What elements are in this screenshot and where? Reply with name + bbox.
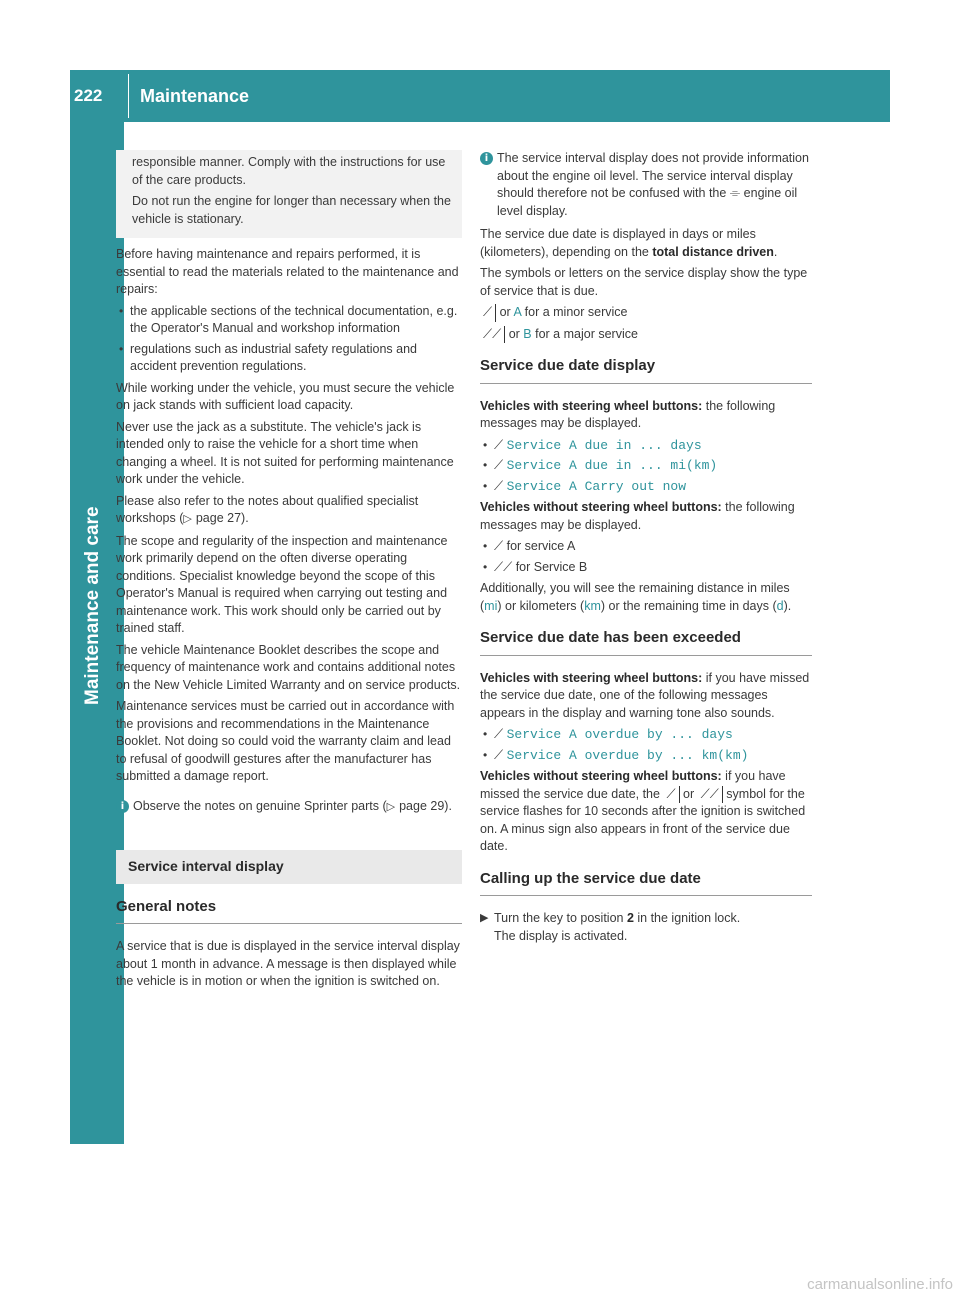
text: or xyxy=(679,786,698,801)
text: if you have missed the service due date, one of the following messages appears in the display and warning tone also sounds. xyxy=(480,670,810,720)
page-ref-arrow-icon: ▷ xyxy=(183,513,192,525)
list-item xyxy=(480,457,812,475)
text: The service interval display does not provide information about the engine oil level. The service interval display should therefore not be confused with the xyxy=(497,151,809,200)
text: Additionally, you will see the remaining distance in miles ( xyxy=(480,581,790,613)
page-title: Maintenance xyxy=(140,86,250,106)
wrench-icon: ⟋ xyxy=(494,458,504,473)
wrench-icon: ⟋ xyxy=(494,747,504,763)
list-item: • regulations such as industrial safety regulations and accident prevention regulations. xyxy=(116,341,462,376)
minor-service-line xyxy=(480,304,812,322)
page-ref-link[interactable]: page 29 xyxy=(399,798,445,813)
wrench-icon: ⟋ xyxy=(494,539,504,554)
exceeded-messages-list xyxy=(480,726,812,764)
double-wrench-icon: ⟋⟋ xyxy=(480,326,505,344)
list-item xyxy=(480,478,812,496)
paragraph-sw-buttons xyxy=(480,398,812,433)
text: for Service B xyxy=(515,559,588,574)
text: ). xyxy=(241,511,249,525)
divider xyxy=(480,895,812,896)
text: the following messages may be displayed. xyxy=(480,398,776,430)
list-item xyxy=(480,538,812,556)
wrench-icon: ⟋ xyxy=(480,304,496,322)
paragraph-nosw-buttons xyxy=(480,499,812,534)
text: for service A xyxy=(506,539,576,553)
text: ). xyxy=(783,598,792,613)
wrench-icon: ⟋ xyxy=(494,478,504,494)
paragraph-jack: Never use the jack as a substitute. The vehicle's jack is intended only to raise the vehicle for a short time when changing a wheel. It is not suited for performing maintenance work under the vehicle. xyxy=(116,419,454,486)
list-item xyxy=(480,747,812,765)
text: in the ignition lock. xyxy=(633,911,741,925)
display-message: Service A overdue by ... days xyxy=(506,727,733,742)
display-message: Service A due in ... days xyxy=(506,437,702,453)
display-message: Service A overdue by ... km(km) xyxy=(506,747,749,763)
text: Observe the notes on genuine Sprinter parts ( xyxy=(133,798,387,813)
text: . xyxy=(773,244,778,259)
display-message: Service A Carry out now xyxy=(506,478,687,494)
paragraph-exceeded-sw xyxy=(480,670,812,723)
text: ) or the remaining time in days ( xyxy=(600,598,777,613)
heading-service-exceeded: Service due date has been exceeded xyxy=(480,629,741,646)
sw-messages-list xyxy=(480,437,812,496)
text: 2 xyxy=(626,911,634,925)
nosw-messages-list xyxy=(480,538,812,576)
text: engine oil level display. xyxy=(497,186,798,218)
info-icon: i xyxy=(480,152,493,165)
text: the following messages may be displayed. xyxy=(480,500,795,532)
heading-calling-up: Calling up the service due date xyxy=(480,869,701,887)
divider xyxy=(480,383,812,384)
info-genuine-parts xyxy=(116,798,462,817)
paragraph-service-due: A service that is due is displayed in the service interval display about 1 month in advance. A message is then displayed while the vehicle is in motion or when the ignition is switched on. xyxy=(116,939,460,988)
wrench-icon: ⟋ xyxy=(663,786,679,804)
text: if you have missed the service due date, the xyxy=(480,769,786,801)
step-turn-key xyxy=(480,910,812,945)
paragraph-before-maintenance: Before having maintenance and repairs performed, it is essential to read the materials related to the maintenance and repairs: xyxy=(116,247,459,296)
page-ref-link[interactable]: page 27 xyxy=(195,511,242,525)
left-column xyxy=(116,150,462,995)
warning-line-2: Do not run the engine for longer than necessary when the vehicle is stationary. xyxy=(132,194,451,226)
text: Vehicles with steering wheel buttons: xyxy=(480,398,703,413)
list-item xyxy=(480,726,812,744)
divider xyxy=(116,923,462,924)
info-oil-level xyxy=(480,150,812,220)
list-item: • the applicable sections of the technical documentation, e.g. the Operator's Manual and workshop information xyxy=(116,303,462,338)
unit-label: km xyxy=(584,598,601,613)
text: Vehicles without steering wheel buttons: xyxy=(480,500,722,514)
side-tab-label: Maintenance and care xyxy=(82,506,103,705)
watermark: carmanualsonline.info xyxy=(807,1276,953,1293)
materials-list xyxy=(116,303,462,376)
text: symbol for the service flashes for 10 seconds after the ignition is switched on. A minus sign also appears in front of the service due date. xyxy=(480,786,806,853)
text: The service due date is displayed in days or miles (kilometers), depending on the xyxy=(480,227,756,259)
service-letter: B xyxy=(523,326,532,341)
text: or xyxy=(508,326,520,341)
paragraph-workshops xyxy=(116,493,462,529)
text: total distance driven xyxy=(652,244,774,259)
list-item xyxy=(480,559,812,577)
paragraph-exceeded-nosw xyxy=(480,768,812,856)
text: ). xyxy=(444,798,452,813)
text: for a major service xyxy=(535,326,638,341)
step-result: The display is activated. xyxy=(494,928,628,943)
paragraph-symbols: The symbols or letters on the service display show the type of service that is due. xyxy=(480,266,808,298)
double-wrench-icon: ⟋⟋ xyxy=(698,786,723,804)
oil-level-icon: ⌯ xyxy=(729,186,741,201)
paragraph-remaining-distance xyxy=(480,580,812,615)
text: Turn the key to position xyxy=(494,911,627,925)
service-letter: A xyxy=(513,305,522,319)
major-service-line xyxy=(480,326,812,344)
text: for a minor service xyxy=(524,305,628,319)
step-arrow-icon: ▶ xyxy=(480,912,489,924)
paragraph-jack-stands: While working under the vehicle, you must secure the vehicle on jack stands with sufficient load capacity. xyxy=(116,380,455,412)
header-separator xyxy=(128,74,129,118)
text: Please also refer to the notes about qualified specialist workshops ( xyxy=(116,493,419,525)
right-column xyxy=(480,150,812,949)
text: ) or kilometers ( xyxy=(497,598,585,613)
paragraph-due-date xyxy=(480,226,812,261)
paragraph-provisions: Maintenance services must be carried out in accordance with the provisions and recommendations in the Maintenance Booklet. Not doing so could void the warranty claim and lead to refusal of goodwill gestures after the manufacturer has submitted a damage report. xyxy=(116,699,455,783)
display-message: Service A due in ... mi(km) xyxy=(506,458,718,473)
page-ref-arrow-icon: ▷ xyxy=(386,800,396,813)
section-band: Service interval display xyxy=(116,850,462,884)
warning-box xyxy=(116,150,462,238)
divider xyxy=(480,655,812,656)
text: Vehicles with steering wheel buttons: xyxy=(480,670,703,685)
heading-service-due-date-display: Service due date display xyxy=(480,357,656,374)
double-wrench-icon: ⟋⟋ xyxy=(494,559,513,575)
list-item xyxy=(480,437,812,455)
unit-label: d xyxy=(776,598,784,613)
info-icon: i xyxy=(116,800,129,813)
wrench-icon: ⟋ xyxy=(494,727,504,742)
text: or xyxy=(499,305,511,319)
text: Vehicles without steering wheel buttons: xyxy=(480,769,722,783)
paragraph-scope: The scope and regularity of the inspection and maintenance work primarily depend on the often diverse operating conditions. Specialist knowledge beyond the scope of this Operator's Manual is required when carrying out testing and maintenance work. This work should only be carried out by trained staff. xyxy=(116,533,448,635)
paragraph-booklet: The vehicle Maintenance Booklet describes the scope and frequency of maintenance work and contains additional notes on the New Vehicle Limited Warranty and on service products. xyxy=(116,642,461,692)
warning-line-1: responsible manner. Comply with the instructions for use of the care products. xyxy=(132,155,446,187)
unit-label: mi xyxy=(484,598,498,613)
heading-general-notes: General notes xyxy=(116,897,217,915)
wrench-icon: ⟋ xyxy=(494,437,504,453)
page-number: 222 xyxy=(74,86,103,105)
